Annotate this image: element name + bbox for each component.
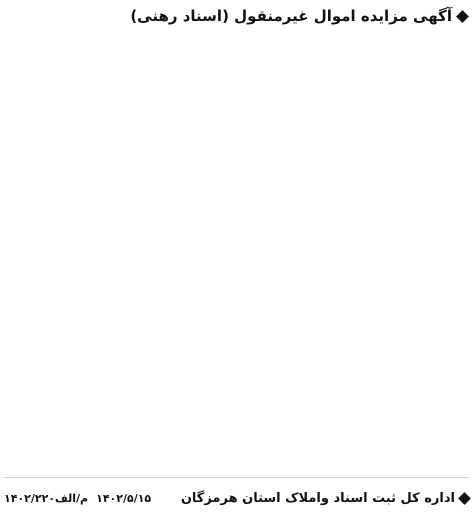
reference-block [4, 492, 151, 505]
auction-notice [4, 3, 469, 519]
square-bullet-icon [458, 492, 471, 505]
notice-date: ۱۴۰۲/۵/۱۵ [96, 492, 152, 505]
notice-title: آگهی مزایده اموال غیرمنقول (اسناد رهنی) [130, 7, 452, 25]
issuing-office [181, 491, 469, 506]
notice-footer [4, 477, 469, 517]
square-bullet-icon [456, 10, 469, 23]
notice-body [4, 29, 469, 449]
office-name: اداره کل ثبت اسناد واملاک استان هرمزگان [180, 491, 455, 506]
notice-header [4, 3, 469, 29]
reference-number: ۱۴۰۲/۲۲۰م/الف [4, 492, 89, 505]
